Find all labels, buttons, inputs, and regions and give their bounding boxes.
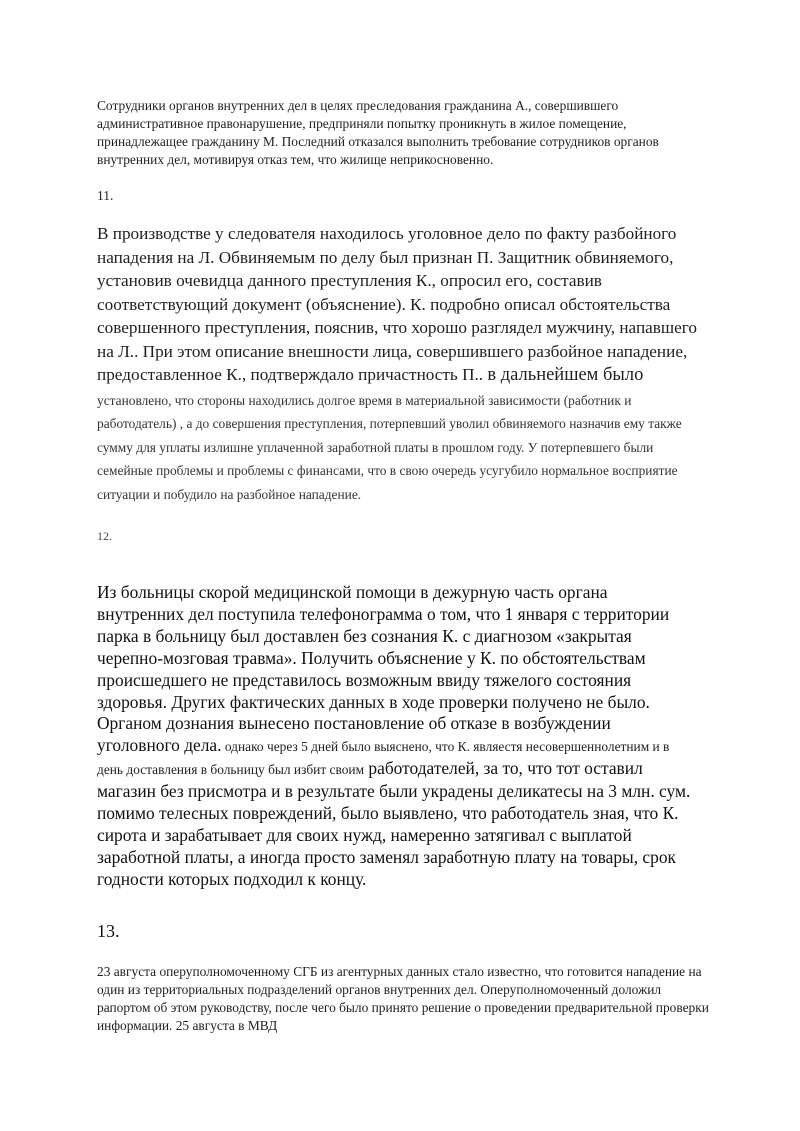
paragraph-3-end-text: работодателей, за то, что тот оставил магазин без присмотра и в результате были украдены деликатесы на 3 млн. сум. помимо телесных повреждений, было выявлено, что работодатель зная, что К. сирота и зарабатывает для своих нужд, намеренно затягивал с выплатой заработной платы, а иногда просто заменял заработную плату на товары, срок годности которых подходил к концу. (97, 758, 691, 889)
paragraph-1: Сотрудники органов внутренних дел в целях преследования гражданина А., совершившего административное правонарушение, предприняли попытку проникнуть в жилое помещение, принадлежащее гражданину М. Последний отказался выполнить требование сотрудников органов внутренних дел, мотивируя отказ тем, что жилище неприкосновенно. (97, 98, 659, 167)
paragraph-2 (97, 222, 697, 505)
section-number-11: 11. (97, 188, 114, 203)
paragraph-4: 23 августа оперуполномоченному СГБ из агентурных данных стало известно, что готовится нападение на один из территориальных подразделений органов внутренних дел. Оперуполномоченный доложил рапортом об этом руководству, после чего было принято решение о проведении предварительной проверки информации. 25 августа в МВД (97, 964, 709, 1033)
section-number-12: 12. (97, 529, 112, 543)
paragraph-3-small-text: однако через 5 дней было выяснено, что К. являестя несовершеннолетним и в день доставления в больницу был избит своим (97, 739, 670, 778)
paragraph-2-mid-text: в дальнейшем было (487, 365, 644, 385)
paragraph-2-small-text: установлено, что стороны находились долгое время в материальной зависимости (работник и работодатель) , а до совершения преступления, потерпевший уволил обвиняемого назначив ему также сумму для уплаты излишне уплаченной заработной платы в прошлом году. У потерпевшего были семейные проблемы и проблемы с финансами, что в свою очередь усугубило нормальное восприятие ситуации и побудило на разбойное нападение. (97, 392, 682, 502)
section-number-13: 13. (97, 921, 120, 941)
paragraph-3 (97, 582, 697, 891)
paragraph-2-main-text: В производстве у следователя находилось уголовное дело по факту разбойного нападения на Л. Обвиняемым по делу был признан П. Защитник обвиняемого, установив очевидца данного преступления К., опросил его, составив соответствующий документ (объяснение). К. подробно описал обстоятельства совершенного преступления, пояснив, что хорошо разглядел мужчину, напавшего на Л.. При этом описание внешности лица, совершившего разбойное нападение, предоставленное К., подтверждало причастность П.. (97, 224, 697, 384)
paragraph-3-main-text: Из больницы скорой медицинской помощи в дежурную часть органа внутренних дел поступила телефонограмма о том, что 1 января с территории парка в больницу был доставлен без сознания К. с диагнозом «закрытая черепно-мозговая травма». Получить объяснение у К. по обстоятельствам происшедшего не представилось возможным ввиду тяжелого состояния здоровья. Других фактических данных в ходе проверки получено не было. Органом дознания вынесено постановление об отказе в возбуждении уголовного дела. (97, 582, 670, 756)
